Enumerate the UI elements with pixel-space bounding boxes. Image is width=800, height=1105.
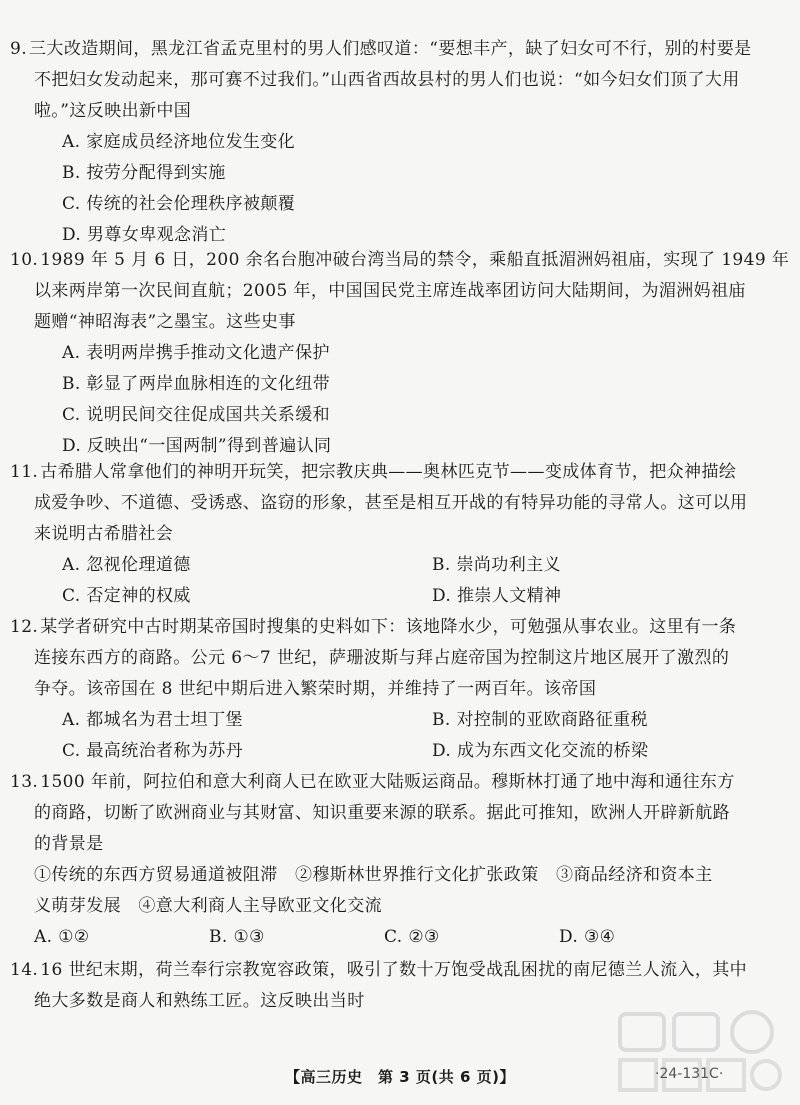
question-number: 10. [10,250,39,270]
question-number: 11. [10,462,39,482]
option-b[interactable]: B. 崇尚功利主义 [432,555,561,575]
stem-line: 16 世纪末期，荷兰奉行宗教宽容政策，吸引了数十万饱受战乱困扰的南尼德兰人流入，其中 [40,960,748,980]
question-9 [10,34,785,251]
page-footer: 【高三历史 第 3 页(共 6 页)】 [285,1068,515,1086]
option-a[interactable]: A. 忽视伦理道德 [62,555,191,575]
question-stem [10,245,790,338]
option-b[interactable]: B. 彰显了两岸血脉相连的文化纽带 [62,374,331,394]
option-a[interactable]: A. 家庭成员经济地位发生变化 [62,132,296,152]
option-a[interactable]: A. 都城名为君士坦丁堡 [62,710,243,730]
stem-line: 不把妇女发动起来，那可赛不过我们。”山西省西故县村的男人们也说：“如今妇女们顶了大用 [34,70,740,90]
options-list [10,705,785,767]
stem-line: 三大改造期间，黑龙江省孟克里村的男人们感叹道：“要想丰产，缺了妇女可不行，别的村要是 [29,39,752,59]
option-b[interactable]: B. 对控制的亚欧商路征重税 [432,710,648,730]
options-list [10,550,785,612]
question-14 [10,955,785,1017]
options-list [10,922,785,953]
question-number: 12. [10,617,39,637]
question-number: 9. [10,39,28,59]
exam-code: ·24-131C· [655,1066,724,1082]
stem-line: 的背景是 [34,834,104,854]
stem-line: 某学者研究中古时期某帝国时搜集的史料如下：该地降水少，可勉强从事农业。这里有一条 [40,617,737,637]
option-a[interactable]: A. ①② [34,927,90,947]
stem-line: 连接东西方的商路。公元 6～7 世纪，萨珊波斯与拜占庭帝国为控制这片地区展开了激烈的 [34,648,730,668]
option-c[interactable]: C. 说明民间交往促成国共关系缓和 [62,405,331,425]
options-list [10,338,785,462]
question-13 [10,767,785,953]
stem-line: 争夺。该帝国在 8 世纪中期后进入繁荣时期，并维持了一两百年。该帝国 [34,679,597,699]
option-c[interactable]: C. 否定神的权威 [62,586,191,606]
stem-line: 成爱争吵、不道德、受诱惑、盗窃的形象，甚至是相互开战的有特异功能的寻常人。这可以用 [34,493,748,513]
option-c[interactable]: C. ②③ [384,927,440,947]
stem-line: 绝大多数是商人和熟练工匠。这反映出当时 [34,991,365,1011]
question-10 [10,245,790,462]
question-stem [10,955,785,1017]
option-b[interactable]: B. 按劳分配得到实施 [62,163,226,183]
stem-line: ①传统的东西方贸易通道被阻滞 ②穆斯林世界推行文化扩张政策 ③商品经济和资本主 [34,865,713,885]
option-d[interactable]: D. 反映出“一国两制”得到普遍认同 [62,436,332,456]
question-12 [10,612,785,767]
question-stem [10,767,785,922]
option-d[interactable]: D. 男尊女卑观念消亡 [62,225,227,245]
option-b[interactable]: B. ①③ [209,927,265,947]
stem-line: 的商路，切断了欧洲商业与其财富、知识重要来源的联系。据此可推知，欧洲人开辟新航路 [34,803,730,823]
question-number: 13. [10,772,39,792]
question-number: 14. [10,960,39,980]
option-c[interactable]: C. 最高统治者称为苏丹 [62,741,244,761]
stem-line: 1989 年 5 月 6 日，200 余名台胞冲破台湾当局的禁令，乘船直抵湄洲妈祖庙，实现了 1949 年 [40,250,790,270]
stem-line: 古希腊人常拿他们的神明开玩笑，把宗教庆典——奥林匹克节——变成体育节，把众神描绘 [40,462,737,482]
stem-line: 题赠“神昭海表”之墨宝。这些史事 [34,312,296,332]
option-a[interactable]: A. 表明两岸携手推动文化遗产保护 [62,343,330,363]
option-d[interactable]: D. 推崇人文精神 [432,586,562,606]
question-stem [10,34,785,127]
question-stem [10,612,785,705]
question-stem [10,457,785,550]
stem-line: 1500 年前，阿拉伯和意大利商人已在欧亚大陆贩运商品。穆斯林打通了地中海和通往东方 [40,772,735,792]
option-c[interactable]: C. 传统的社会伦理秩序被颠覆 [62,194,296,214]
stem-line: 来说明古希腊社会 [34,524,174,544]
stem-line: 啦。”这反映出新中国 [34,101,192,121]
stem-line: 义萌芽发展 ④意大利商人主导欧亚文化交流 [34,896,382,916]
stem-line: 以来两岸第一次民间直航；2005 年，中国国民党主席连战率团访问大陆期间，为湄洲妈祖庙 [34,281,746,301]
options-list [10,127,785,251]
option-d[interactable]: D. ③④ [559,927,616,947]
option-d[interactable]: D. 成为东西文化交流的桥梁 [432,741,649,761]
question-11 [10,457,785,612]
